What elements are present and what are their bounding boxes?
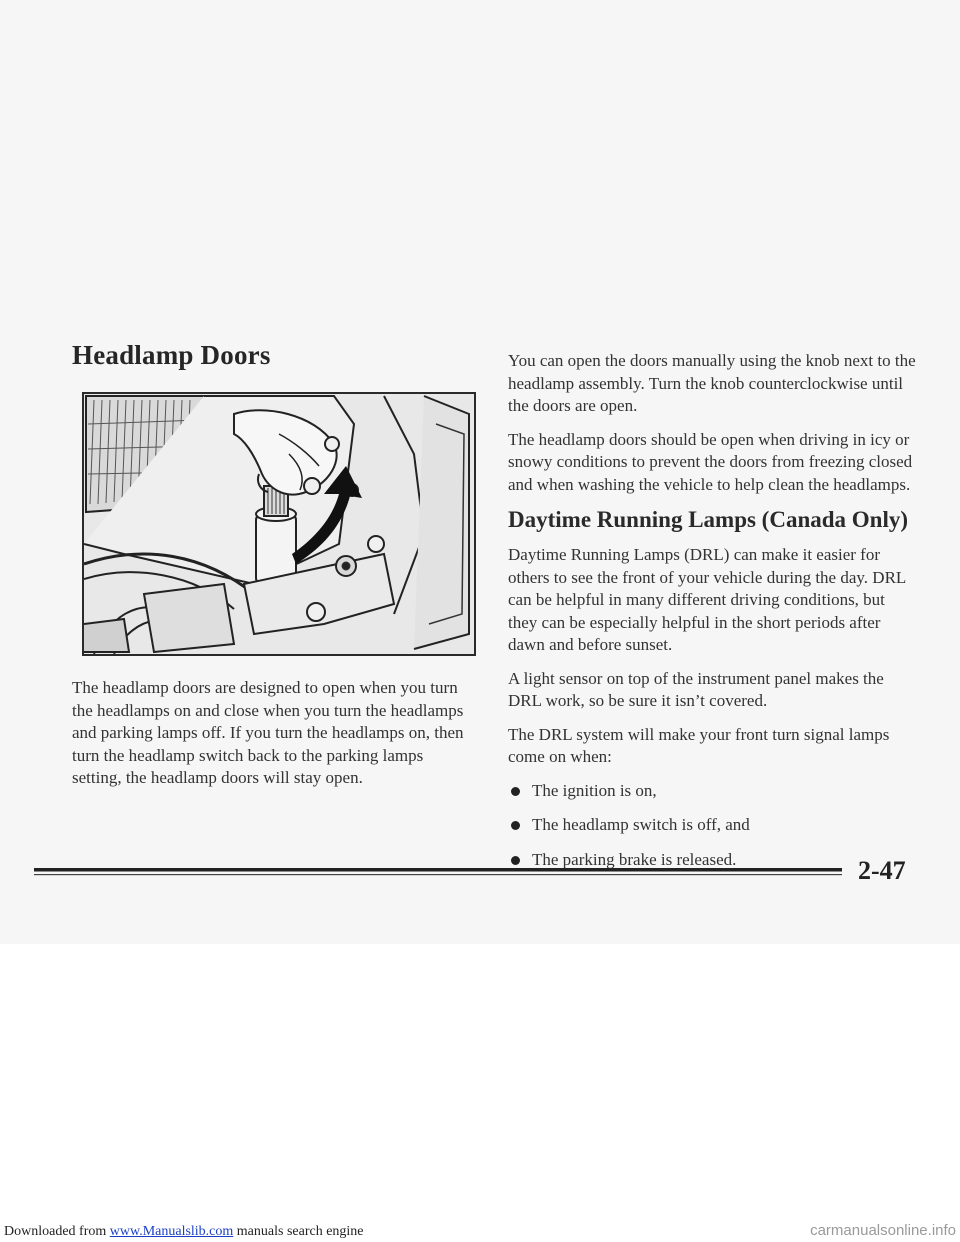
drl-sensor-paragraph: A light sensor on top of the instrument panel makes the DRL work, so be sure it isn’t covered. [508, 668, 884, 710]
manualslib-link[interactable]: www.Manualslib.com [109, 1224, 234, 1239]
right-column [508, 350, 918, 883]
section-title-headlamp-doors: Headlamp Doors [72, 340, 271, 370]
list-item-text: The parking brake is released. [532, 849, 737, 869]
drl-conditions-paragraph: The DRL system will make your front turn signal lamps come on when: [508, 724, 890, 766]
page-number: 2-47 [858, 856, 906, 885]
headlamp-knob-illustration [82, 392, 476, 656]
download-notice [4, 1224, 364, 1240]
download-footer [0, 1222, 960, 1242]
list-item [508, 814, 918, 837]
drl-conditions-list [508, 780, 918, 872]
icy-conditions-paragraph: The headlamp doors should be open when driving in icy or snowy conditions to prevent the doors from freezing closed and when washing the vehicle to help clean the headlamps. [508, 429, 913, 494]
footer-rule [34, 868, 842, 877]
watermark-text: carmanualsonline.info [810, 1222, 956, 1239]
list-item [508, 780, 918, 803]
left-text-block [72, 677, 472, 801]
bullet-icon [511, 821, 520, 830]
bullet-icon [511, 856, 520, 865]
section-title-drl: Daytime Running Lamps (Canada Only) [508, 507, 909, 532]
headlamp-drawing-icon [84, 394, 474, 654]
list-item-text: The ignition is on, [532, 780, 657, 800]
left-column [72, 340, 472, 371]
download-suffix: manuals search engine [233, 1224, 364, 1239]
download-prefix: Downloaded from [4, 1224, 110, 1239]
list-item-text: The headlamp switch is off, and [532, 815, 750, 834]
drl-intro-paragraph: Daytime Running Lamps (DRL) can make it easier for others to see the front of your vehicle during the day. DRL can be helpful in many different driving conditions, but they can be especially helpful in the short periods after dawn and before sunset. [508, 545, 906, 654]
bullet-icon [511, 787, 520, 796]
manual-open-paragraph: You can open the doors manually using the knob next to the headlamp assembly. Turn the knob counterclockwise until the doors are open. [508, 351, 916, 415]
headlamp-doors-paragraph: The headlamp doors are designed to open when you turn the headlamps on and close when you turn the headlamps and parking lamps off. If you turn the headlamps on, then turn the headlamp switch back to the parking lamps setting, the headlamp doors will stay open. [72, 678, 464, 787]
